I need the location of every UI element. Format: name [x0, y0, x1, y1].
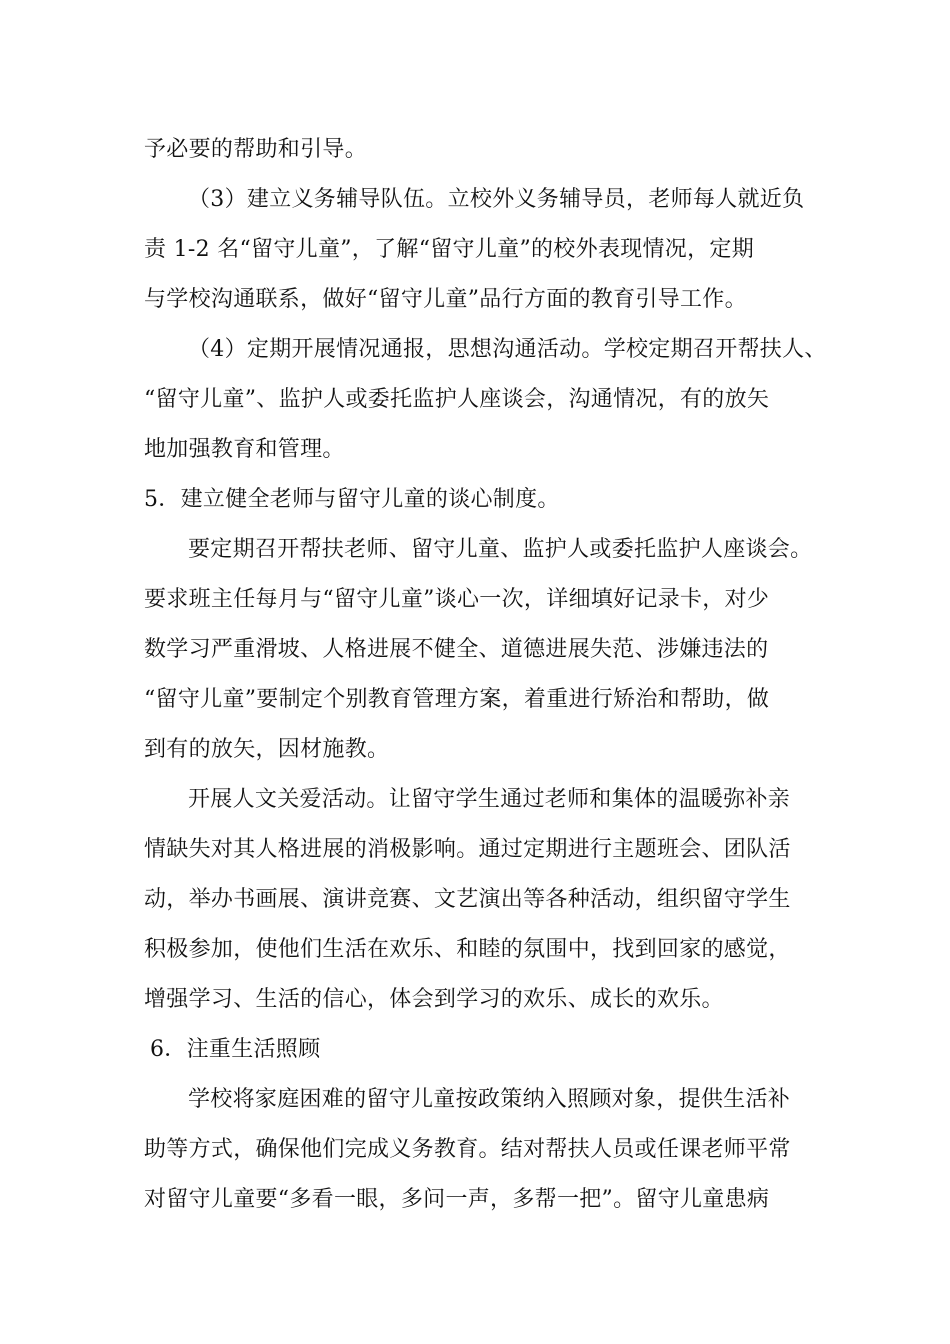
text-line: 积极参加，使他们生活在欢乐、和睦的氛围中，找到回家的感觉， — [144, 937, 791, 962]
text-line: 与学校沟通联系，做好“留守儿童”品行方面的教育引导工作。 — [144, 287, 747, 312]
text-line: 助等方式，确保他们完成义务教育。结对帮扶人员或任课老师平常 — [144, 1137, 791, 1162]
text-line: “留守儿童”要制定个别教育管理方案，着重进行矫治和帮助，做 — [144, 687, 770, 712]
text-line: 要求班主任每月与“留守儿童”谈心一次，详细填好记录卡，对少 — [144, 587, 770, 612]
text-line: （3）建立义务辅导队伍。立校外义务辅导员，老师每人就近负 — [188, 187, 805, 212]
text-line: 责 1-2 名“留守儿童”，了解“留守儿童”的校外表现情况，定期 — [144, 237, 755, 262]
text-line: 地加强教育和管理。 — [144, 437, 345, 462]
text-line: 增强学习、生活的信心，体会到学习的欢乐、成长的欢乐。 — [144, 987, 724, 1012]
text-line: （4）定期开展情况通报，思想沟通活动。学校定期召开帮扶人、 — [188, 337, 827, 362]
text-line: “留守儿童”、监护人或委托监护人座谈会，沟通情况，有的放矢 — [144, 387, 770, 412]
section-heading: 6．注重生活照顾 — [150, 1037, 321, 1062]
text-line: 对留守儿童要“多看一眼，多问一声，多帮一把”。留守儿童患病 — [144, 1187, 770, 1212]
text-line: 开展人文关爱活动。让留守学生通过老师和集体的温暖弥补亲 — [188, 787, 791, 812]
text-line: 到有的放矢，因材施教。 — [144, 737, 390, 762]
text-line: 学校将家庭困难的留守儿童按政策纳入照顾对象，提供生活补 — [188, 1087, 791, 1112]
text-line: 情缺失对其人格进展的消极影响。通过定期进行主题班会、团队活 — [144, 837, 791, 862]
section-heading: 5．建立健全老师与留守儿童的谈心制度。 — [144, 487, 560, 512]
text-line: 数学习严重滑坡、人格进展不健全、道德进展失范、涉嫌违法的 — [144, 637, 769, 662]
text-line: 予必要的帮助和引导。 — [144, 137, 368, 162]
text-line: 要定期召开帮扶老师、留守儿童、监护人或委托监护人座谈会。 — [188, 537, 813, 562]
text-line: 动，举办书画展、演讲竞赛、文艺演出等各种活动，组织留守学生 — [144, 887, 791, 912]
